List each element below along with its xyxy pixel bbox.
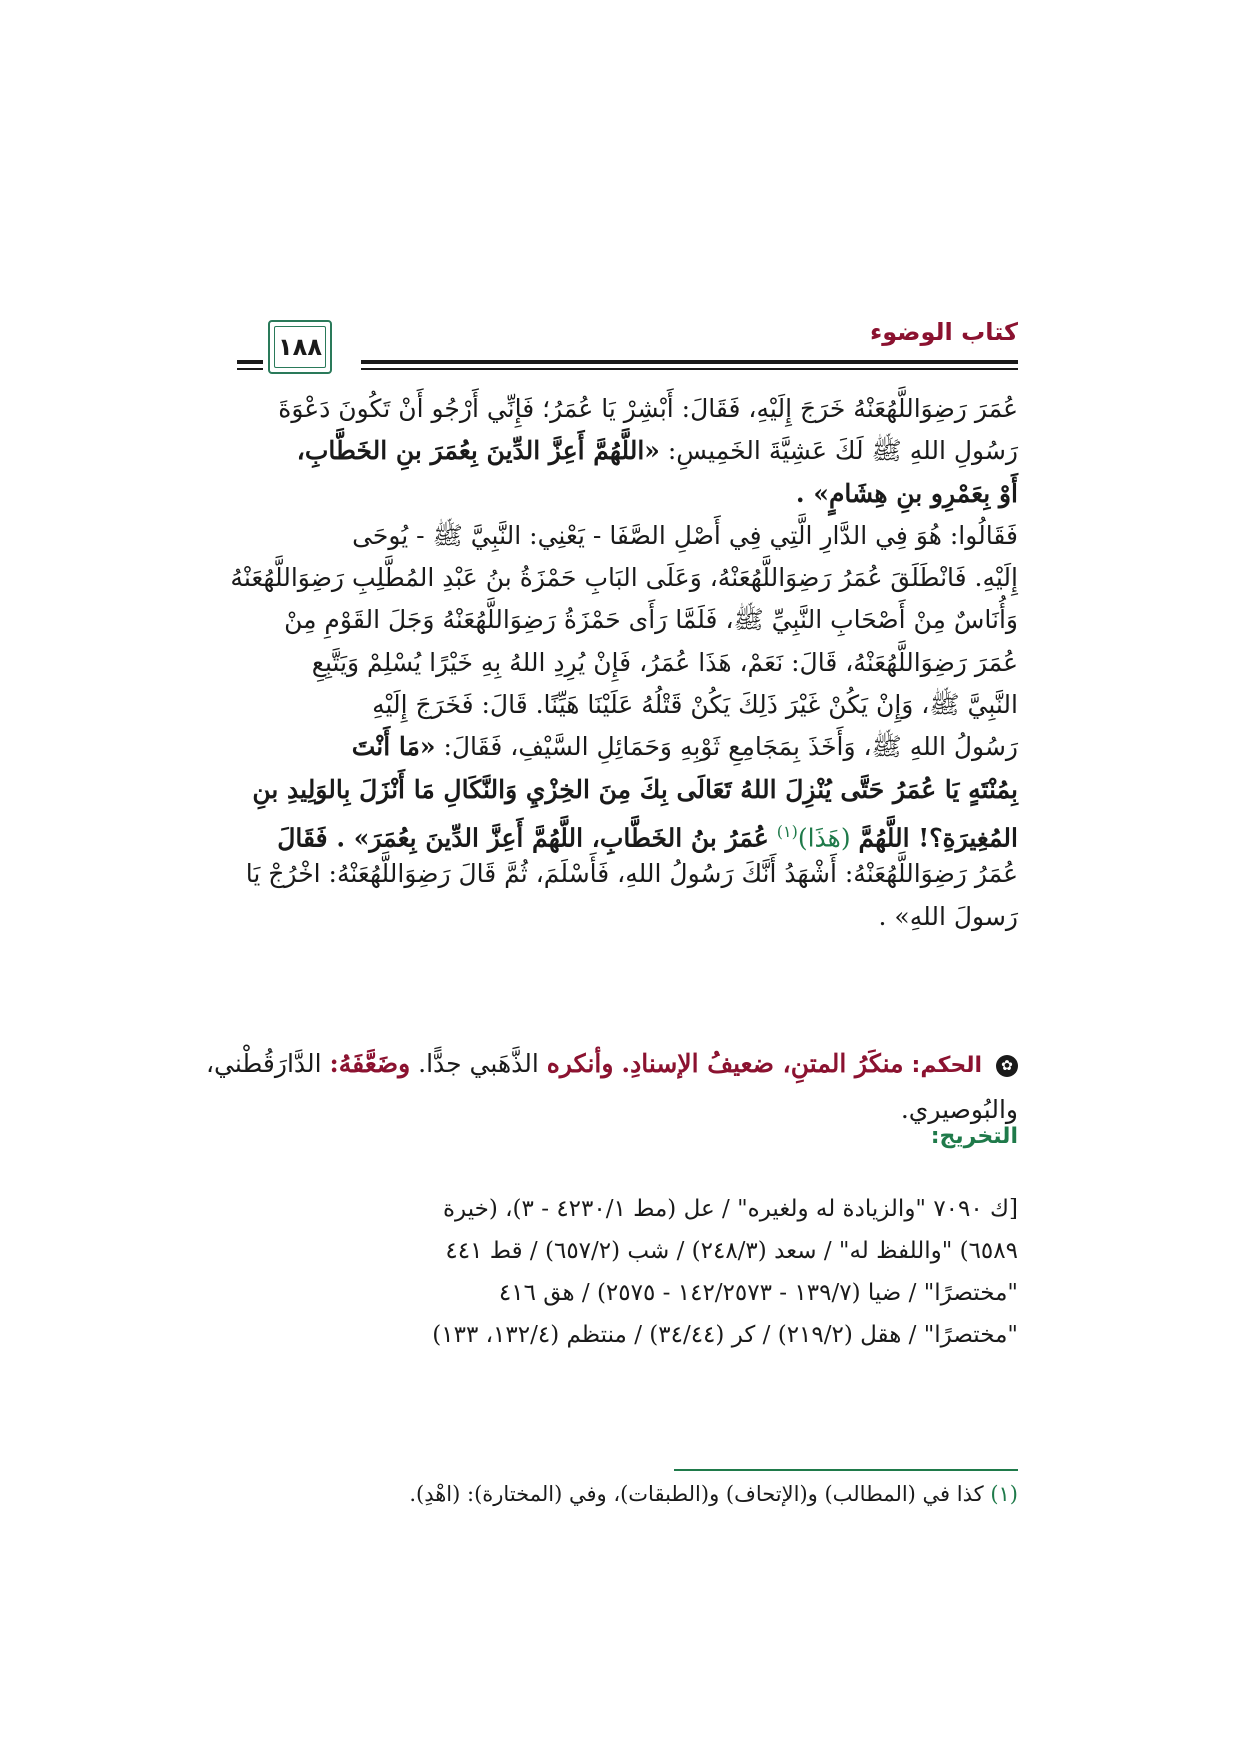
prophetic-quote-line: أَوْ بِعَمْرِو بنِ هِشَامٍ» .	[795, 478, 1018, 508]
reference-line: "مختصرًا" / هقل (٢١٩/٢) / كر (٣٤/٤٤) / منتظم (١٣٢/٤، ١٣٣)	[432, 1322, 1018, 1348]
rejected-by: الذَّهَبي جدًّا.	[418, 1049, 539, 1078]
text-line: عُمَرَ رَضِوَاللَّهُعَنْهُ خَرَجَ إِلَيْهِ، فَقَالَ: أَبْشِرْ يَا عُمَرُ؛ فَإِنِّي أَرْجُو أَنْ تَكُونَ دَعْوَةَ	[278, 394, 1018, 423]
reference-line: ٦٥٨٩) "واللفظ له" / سعد (٢٤٨/٣) / شب (٦٥٧/٢) / قط ٤٤١	[445, 1238, 1018, 1264]
hadith-text	[230, 388, 1018, 938]
ruling-verdict: منكَرُ المتنِ، ضعيفُ الإسنادِ.	[621, 1049, 904, 1078]
text-line	[237, 430, 1018, 472]
prophetic-quote: «مَا أَنْتَ	[351, 732, 436, 762]
prophetic-quote: «اللَّهُمَّ أَعِزَّ الدِّينَ بِعُمَرَ بنِ الخَطَّابِ،	[296, 436, 660, 466]
text-line	[237, 726, 1018, 768]
takhrij-title: التخريج:	[930, 1124, 1018, 1149]
ruling-label: الحكم:	[911, 1053, 983, 1078]
variant-word: (هَذَا)	[797, 823, 851, 853]
page-header	[237, 318, 1018, 392]
text-line: إِلَيْهِ. فَانْطَلَقَ عُمَرُ رَضِوَاللَّهُعَنْهُ، وَعَلَى البَابِ حَمْزَةُ بنُ عَبْدِ المُطَّلِبِ رَضِوَاللَّهُعَنْهُ	[230, 563, 1018, 593]
text-line: النَّبِيَّ ﷺ، وَإِنْ يَكُنْ غَيْرَ ذَلِكَ يَكُنْ قَتْلُهُ عَلَيْنَا هَيِّنًا. قَالَ: فَخَرَجَ إِلَيْهِ	[372, 690, 1018, 720]
text-line: عُمَرُ رَضِوَاللَّهُعَنْهُ: أَشْهَدُ أَنَّكَ رَسُولُ اللهِ، فَأَسْلَمَ، ثُمَّ قَالَ رَضِوَاللَّهُعَنْهُ: اخْرُجْ يَا	[245, 859, 1018, 889]
text-line: عُمَرَ رَضِوَاللَّهُعَنْهُ، قَالَ: نَعَمْ، هَذَا عُمَرُ، فَإِنْ يُرِدِ اللهُ بِهِ خَيْرًا يُسْلِمْ وَيَتَّبِعِ	[311, 647, 1018, 677]
rejected-label: وأنكره	[546, 1049, 614, 1078]
header-rule-left-thin	[237, 368, 263, 370]
page-number-badge	[268, 320, 332, 374]
reference-line: [ك ٧٠٩٠ "والزيادة له ولغيره" / عل (مط ٤٢٣٠/١ - ٣)، (خيرة	[442, 1196, 1018, 1222]
footnote-divider	[674, 1469, 1018, 1471]
ruling-section	[205, 1042, 1018, 1132]
footnote-number: (١)	[990, 1482, 1018, 1506]
footnote	[409, 1482, 1018, 1506]
book-title: كتاب الوضوء	[869, 318, 1018, 346]
text-segment: رَسُولُ اللهِ ﷺ، وَأَخَذَ بِمَجَامِعِ ثَوْبِهِ وَحَمَائِلِ السَّيْفِ، فَقَالَ:	[443, 732, 1018, 762]
text-line: وَأُنَاسٌ مِنْ أَصْحَابِ النَّبِيِّ ﷺ، فَلَمَّا رَأَى حَمْزَةُ رَضِوَاللَّهُعَنْهُ وَجَلَ القَوْمِ مِنْ	[284, 605, 1018, 635]
weakened-by: الدَّارَقُطْني،	[205, 1049, 322, 1078]
weakened-label: وضَعَّفَهُ:	[329, 1049, 411, 1078]
header-rule-thick	[361, 360, 1018, 364]
page-number: ١٨٨	[278, 333, 322, 361]
footnote-text: كذا في (المطالب) و(الإتحاف) و(الطبقات)، وفي (المختارة): (اهْدِ).	[409, 1482, 984, 1506]
header-rule-left-thick	[237, 360, 263, 364]
ruling-line: والبُوصيري.	[900, 1095, 1018, 1124]
prophetic-quote-line: بِمُنْتَهٍ يَا عُمَرُ حَتَّى يُنْزِلَ اللهُ تَعَالَى بِكَ مِنَ الخِزْيِ وَالنَّكَالِ مَا أَنْزَلَ بِالوَلِيدِ بنِ	[252, 774, 1018, 804]
text-line	[237, 811, 1018, 853]
prophetic-quote: المُغِيرَةِ؟! اللَّهُمَّ	[858, 823, 1018, 853]
ruling-line	[205, 1042, 1018, 1088]
text-segment: رَسُولِ اللهِ ﷺ لَكَ عَشِيَّةَ الخَمِيسِ:	[667, 436, 1018, 466]
takhrij-references	[237, 1188, 1018, 1356]
ornament-icon: ✿	[996, 1055, 1018, 1077]
text-line: رَسولَ اللهِ» .	[878, 901, 1018, 931]
header-rule-thin	[361, 368, 1018, 370]
footnote-marker: (١)	[776, 821, 798, 841]
prophetic-quote: عُمَرُ بنُ الخَطَّابِ، اللَّهُمَّ أَعِزَّ الدِّينَ بِعُمَرَ» . فَقَالَ	[277, 823, 769, 853]
reference-line: "مختصرًا" / ضيا (١٣٩/٧ - ١٤٢/٢٥٧٣ - ٢٥٧٥) / هق ٤١٦	[498, 1280, 1018, 1306]
text-line: فَقَالُوا: هُوَ فِي الدَّارِ الَّتِي فِي أَصْلِ الصَّفَا - يَعْنِي: النَّبِيَّ ﷺ - يُوحَى	[352, 520, 1018, 550]
